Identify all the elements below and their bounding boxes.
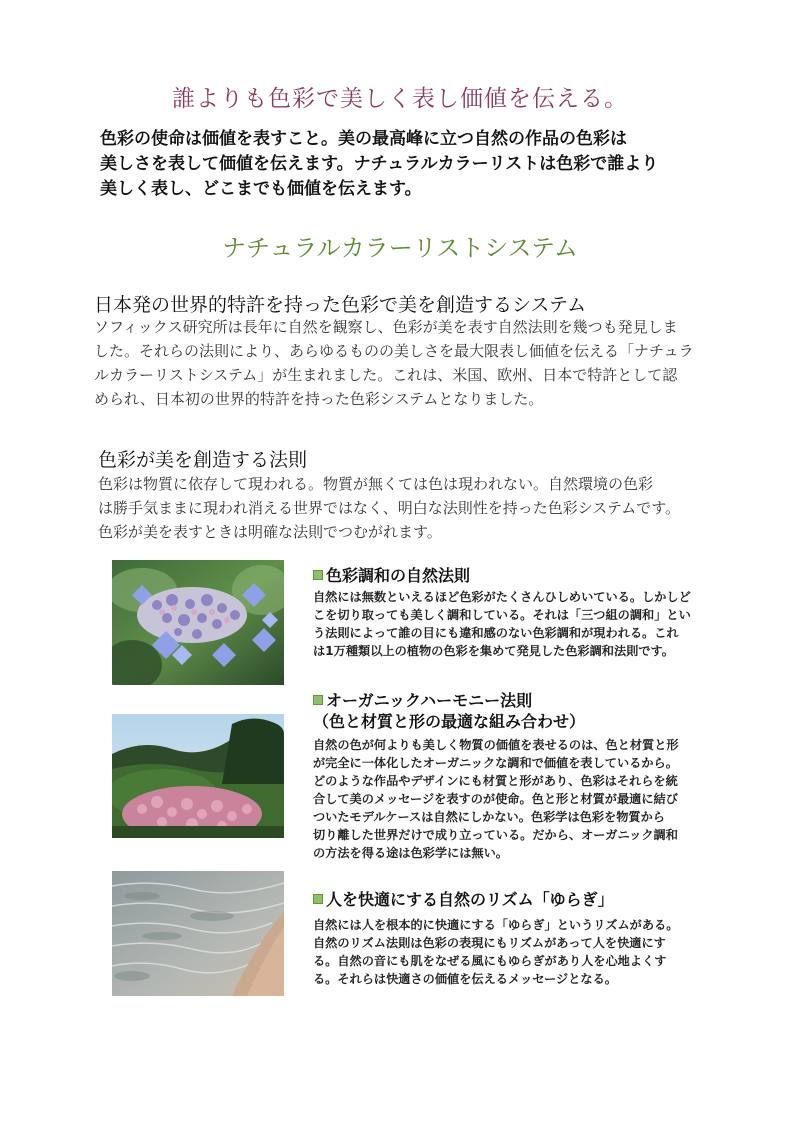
- item-harmony-body: [313, 588, 691, 660]
- body-line: る。それらは快適さの価値を伝えるメッセージとなる。: [313, 972, 617, 986]
- leaf-bullet-icon: [313, 894, 323, 904]
- item-organic-body: [313, 736, 679, 862]
- body-line: ソフィックス研究所は長年に自然を観察し、色彩が美を表す自然法則を幾つも発見しま: [94, 318, 678, 336]
- hydrangea-photo: [112, 560, 284, 685]
- section-patent-body: [94, 315, 694, 411]
- system-heading: ナチュラルカラーリストシステム: [222, 234, 578, 262]
- intro-paragraph: [100, 127, 720, 202]
- body-line: 色彩が美を表すときは明確な法則でつむがれます。: [98, 523, 442, 541]
- leaf-bullet-icon: [313, 570, 323, 580]
- body-line: 自然には人を根本的に快適にする「ゆらぎ」というリズムがある。: [313, 918, 679, 932]
- body-line: 自然の色が何よりも美しく物質の価値を表せるのは、色と材質と形: [313, 738, 679, 752]
- body-line: 色彩は物質に依存して現われる。物質が無くては色は現われない。自然環境の色彩: [98, 475, 654, 493]
- body-line: どのような作品やデザインにも材質と形があり、色彩はそれらを統: [313, 774, 678, 788]
- body-line: 自然には無数といえるほど色彩がたくさんひしめいている。しかしど: [313, 590, 691, 604]
- item-organic-subtitle: （色と材質と形の最適な組み合わせ）: [313, 712, 586, 731]
- shoreline-photo: [112, 871, 284, 996]
- body-line: が完全に一体化したオーガニックな調和で価値を表しているから。: [313, 756, 678, 770]
- intro-line: 美しく表し、どこまでも価値を伝えます。: [100, 179, 422, 199]
- body-line: 切り離した世界だけで成り立っている。だから、オーガニック調和: [313, 828, 678, 842]
- item-rhythm-body: [313, 916, 678, 988]
- body-line: 合して美のメッセージを表すのが使命。色と形と材質が最適に結び: [313, 792, 678, 806]
- intro-line: 美しさを表して価値を伝えます。ナチュラルカラーリストは色彩で誰より: [100, 154, 659, 174]
- section-patent-title: 日本発の世界的特許を持った色彩で美を創造するシステム: [94, 294, 587, 316]
- body-line: こを切り取っても美しく調和している。それは「三つ組の調和」とい: [313, 608, 691, 622]
- item-rhythm-title: 人を快適にする自然のリズム「ゆらぎ」: [313, 889, 614, 910]
- body-line: は勝手気ままに現われ消える世界ではなく、明白な法則性を持った色彩システムです。: [98, 499, 681, 517]
- forest-photo: [112, 714, 284, 838]
- main-heading: 誰よりも色彩で美しく表し価値を伝える。: [172, 86, 628, 112]
- body-line: められ、日本初の世界的特許を持った色彩システムとなりました。: [94, 390, 544, 408]
- section-law-title: 色彩が美を創造する法則: [98, 449, 308, 471]
- item-organic-title: オーガニックハーモニー法則: [313, 690, 532, 711]
- body-line: は1万種類以上の植物の色彩を集めて発見した色彩調和法則です。: [313, 644, 674, 658]
- leaf-bullet-icon: [313, 695, 323, 705]
- item-harmony-title: 色彩調和の自然法則: [313, 565, 470, 586]
- body-line: る。自然の音にも肌をなぜる風にもゆらぎがあり人を心地よくす: [313, 954, 667, 968]
- intro-line: 色彩の使命は価値を表すこと。美の最高峰に立つ自然の作品の色彩は: [100, 129, 627, 149]
- body-line: した。それらの法則により、あらゆるものの美しさを最大限表し価値を伝える「ナチュラ: [94, 342, 694, 360]
- body-line: 自然のリズム法則は色彩の表現にもリズムがあって人を快適にす: [313, 936, 666, 950]
- body-line: ルカラーリストシステム」が生まれました。これは、米国、欧州、日本で特許として認: [94, 366, 678, 384]
- body-line: ついたモデルケースは自然にしかない。色彩学は色彩を物質から: [313, 810, 665, 824]
- body-line: の方法を得る途は色彩学には無い。: [313, 846, 508, 860]
- body-line: う法則によって誰の目にも違和感のない色彩調和が現われる。これ: [313, 626, 679, 640]
- section-law-body: [98, 472, 680, 544]
